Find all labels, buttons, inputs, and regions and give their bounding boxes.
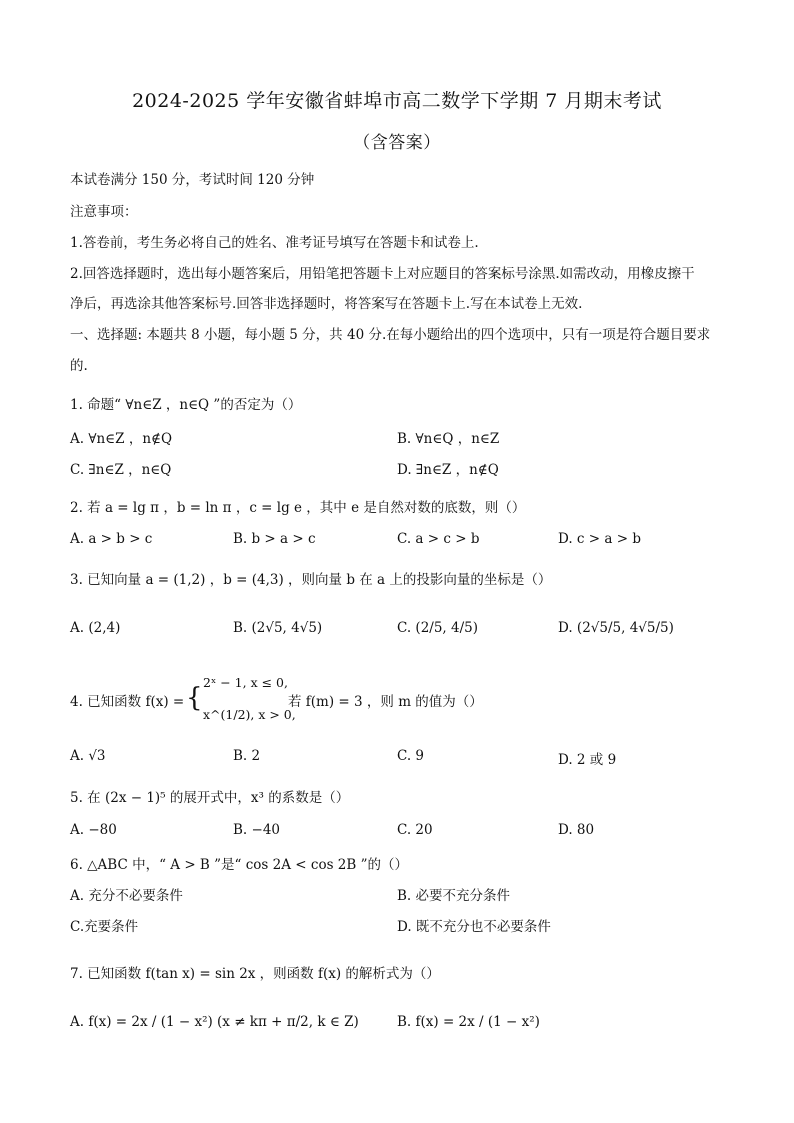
question-1-stem: 1. 命题“ ∀n∈Z ，n∈Q ”的否定为（） bbox=[70, 397, 302, 413]
piecewise-brace: { bbox=[186, 683, 203, 713]
notice-item-2a: 2.回答选择题时，选出每小题答案后，用铅笔把答题卡上对应题目的答案标号涂黑.如需改动，用橡皮擦干 bbox=[70, 266, 695, 282]
exam-intro: 本试卷满分 150 分，考试时间 120 分钟 bbox=[70, 172, 315, 188]
question-2-option-d: D. c > a > b bbox=[558, 531, 641, 547]
question-5-option-a: A. −80 bbox=[70, 822, 117, 838]
question-4-option-b: B. 2 bbox=[233, 748, 261, 764]
question-3-option-b: B. (2√5, 4√5) bbox=[233, 620, 323, 636]
question-7-option-a: A. f(x) = 2x / (1 − x²) (x ≠ kπ + π/2, k ∈ Z) bbox=[70, 1014, 359, 1030]
question-6-stem: 6. △ABC 中，“ A > B ”是“ cos 2A < cos 2B ”的（） bbox=[70, 857, 408, 873]
question-4-stem-post: 若 f(m) = 3 ，则 m 的值为（） bbox=[288, 694, 483, 710]
question-3-option-a: A. (2,4) bbox=[70, 620, 121, 636]
notice-heading: 注意事项： bbox=[70, 204, 138, 220]
question-1-option-b: B. ∀n∈Q ，n∈Z bbox=[397, 431, 500, 447]
question-6-option-a: A. 充分不必要条件 bbox=[70, 888, 183, 904]
question-5-option-d: D. 80 bbox=[558, 822, 595, 838]
question-1-option-a: A. ∀n∈Z ，n∉Q bbox=[70, 431, 173, 447]
question-4-option-a: A. √3 bbox=[70, 748, 106, 764]
question-2-option-b: B. b > a > c bbox=[233, 531, 316, 547]
question-1-option-c: C. ∃n∈Z ，n∈Q bbox=[70, 462, 172, 478]
question-3-option-d: D. (2√5/5, 4√5/5) bbox=[558, 620, 674, 636]
question-5-stem: 5. 在 (2x − 1)⁵ 的展开式中，x³ 的系数是（） bbox=[70, 790, 350, 806]
piecewise-line-2: x^(1/2), x > 0, bbox=[203, 707, 296, 722]
question-7-option-b: B. f(x) = 2x / (1 − x²) bbox=[397, 1014, 540, 1030]
section-heading-cont: 的. bbox=[70, 358, 88, 374]
question-4-stem-pre: 4. 已知函数 f(x) = bbox=[70, 694, 185, 710]
question-6-option-c: C.充要条件 bbox=[70, 919, 139, 935]
question-6-option-d: D. 既不充分也不必要条件 bbox=[397, 919, 551, 935]
exam-subtitle: （含答案） bbox=[353, 133, 441, 153]
question-7-stem: 7. 已知函数 f(tan x) = sin 2x ，则函数 f(x) 的解析式为（） bbox=[70, 966, 440, 982]
question-5-option-c: C. 20 bbox=[397, 822, 433, 838]
notice-item-2b: 净后，再选涂其他答案标号.回答非选择题时，将答案写在答题卡上.写在本试卷上无效. bbox=[70, 296, 583, 312]
question-4-option-c: C. 9 bbox=[397, 748, 425, 764]
section-heading: 一、选择题: 本题共 8 小题，每小题 5 分，共 40 分.在每小题给出的四个选项中，只有一项是符合题目要求 bbox=[70, 327, 711, 343]
notice-item-1: 1.答卷前，考生务必将自己的姓名、准考证号填写在答题卡和试卷上. bbox=[70, 235, 479, 251]
exam-title: 2024-2025 学年安徽省蚌埠市高二数学下学期 7 月期末考试 bbox=[132, 90, 662, 112]
question-6-option-b: B. 必要不充分条件 bbox=[397, 888, 511, 904]
question-2-option-a: A. a > b > c bbox=[70, 531, 153, 547]
question-1-option-d: D. ∃n∈Z ，n∉Q bbox=[397, 462, 499, 478]
question-3-stem: 3. 已知向量 a = (1,2) ，b = (4,3) ，则向量 b 在 a 上的投影向量的坐标是（） bbox=[70, 572, 552, 588]
question-3-option-c: C. (2/5, 4/5) bbox=[397, 620, 478, 636]
question-2-stem: 2. 若 a = lg π ，b = ln π ，c = lg e ，其中 e 是自然对数的底数，则（） bbox=[70, 500, 526, 516]
question-5-option-b: B. −40 bbox=[233, 822, 280, 838]
question-4-option-d: D. 2 或 9 bbox=[558, 752, 617, 768]
piecewise-line-1: 2ˣ − 1, x ≤ 0, bbox=[203, 675, 288, 690]
question-2-option-c: C. a > c > b bbox=[397, 531, 480, 547]
